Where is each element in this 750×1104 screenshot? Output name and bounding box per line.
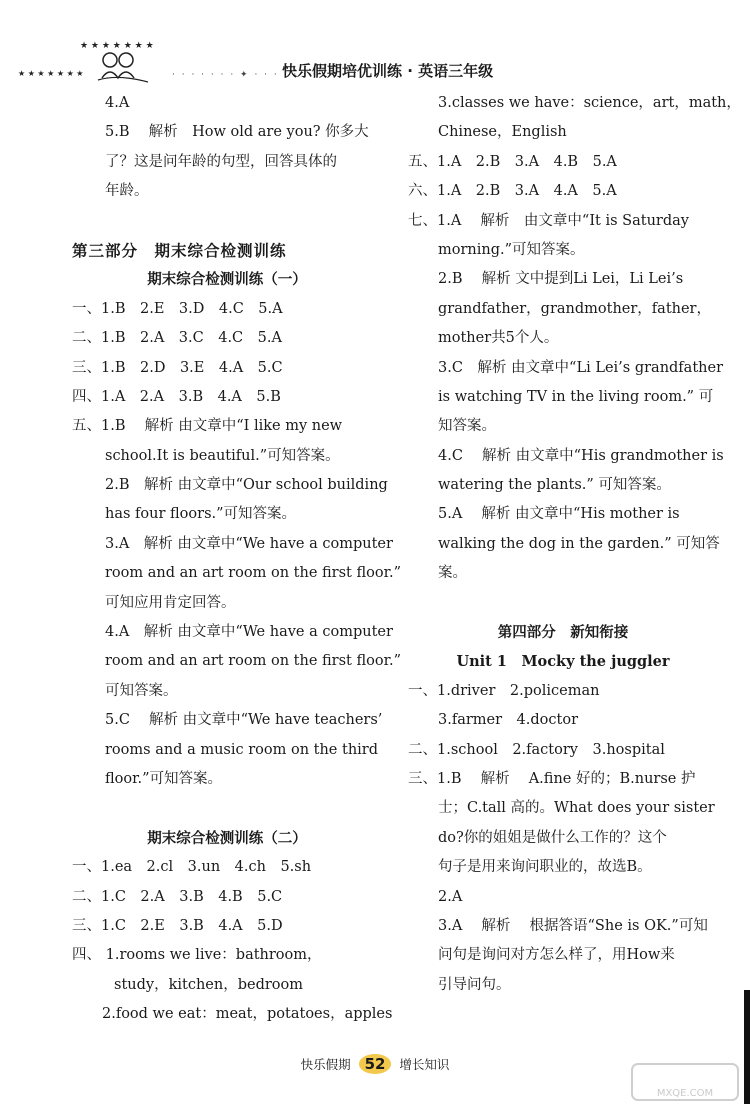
answer-line: 4.A <box>105 95 130 111</box>
answer-line: 二、1.C 2.A 3.B 4.B 5.C <box>72 888 283 905</box>
answer-line: 句子是用来询问职业的，故选B。 <box>438 859 652 876</box>
answer-line: 2.A <box>438 888 463 905</box>
answer-line: do?你的姐姐是做什么工作的？这个 <box>438 829 667 846</box>
answer-line: 2.B 解析 由文章中“Our school building <box>105 477 388 494</box>
subsection-heading: 第四部分 新知衔接 <box>497 624 629 642</box>
right-column <box>408 89 741 1000</box>
answer-line: room and an art room on the first floor.” <box>105 565 401 582</box>
answer-line: 问句是询问对方怎么样了，用How来 <box>438 947 675 964</box>
answer-line: has four floors.”可知答案。 <box>105 506 297 523</box>
answer-line: Chinese，English <box>438 124 567 141</box>
answer-line: 士；C.tall 高的。What does your sister <box>438 800 715 817</box>
header-dotted-rule: · · · · · · · ✦ · · · · · · · <box>172 70 318 80</box>
header-decoration <box>18 28 168 88</box>
answer-line: 2.food we eat：meat，potatoes，apples <box>102 1006 393 1023</box>
answer-line: 一、1.driver 2.policeman <box>408 682 600 699</box>
answer-line: 二、1.B 2.A 3.C 4.C 5.A <box>72 330 282 347</box>
answer-line: 5.A 解析 由文章中“His mother is <box>438 506 680 523</box>
footer-left-text: 快乐假期 <box>300 1057 351 1072</box>
answer-line: grandfather，grandmother，father， <box>438 300 711 317</box>
svg-text:★ ★ ★ ★ ★ ★ ★: ★ ★ ★ ★ ★ ★ ★ <box>80 41 154 51</box>
page-edge-shadow <box>744 990 750 1104</box>
answer-line: 年龄。 <box>105 183 149 200</box>
answer-line: 三、1.C 2.E 3.B 4.A 5.D <box>72 917 283 934</box>
answer-line: 案。 <box>438 565 467 582</box>
page-number: 52 <box>359 1054 392 1074</box>
answer-line: 5.C 解析 由文章中“We have teachers’ <box>105 712 383 729</box>
answer-line: mother共5个人。 <box>438 330 559 347</box>
section-heading: 第三部分 期末综合检测训练 <box>72 240 287 260</box>
answer-line: 5.B 解析 How old are you? 你多大 <box>105 124 369 141</box>
answer-line: 可知答案。 <box>105 682 178 699</box>
answer-line: 4.A 解析 由文章中“We have a computer <box>105 624 393 641</box>
answer-line: 3.A 解析 由文章中“We have a computer <box>105 535 393 552</box>
svg-text:★ ★ ★ ★ ★ ★ ★: ★ ★ ★ ★ ★ ★ ★ <box>18 69 84 78</box>
spacer <box>72 794 382 823</box>
answer-line: walking the dog in the garden.” 可知答 <box>438 535 720 552</box>
answer-line: 七、1.A 解析 由文章中“It is Saturday <box>408 212 689 229</box>
answer-line: 三、1.B 解析 A.fine 好的；B.nurse 护 <box>408 770 696 787</box>
answer-line: 四、1.A 2.A 3.B 4.A 5.B <box>72 388 281 405</box>
answer-line: 知答案。 <box>438 418 496 435</box>
answer-line: 2.B 解析 文中提到Li Lei，Li Lei’s <box>438 271 684 288</box>
answer-line: 一、1.ea 2.cl 3.un 4.ch 5.sh <box>72 859 312 876</box>
watermark-logo <box>630 1062 740 1102</box>
answer-line: 可知应用肯定回答。 <box>105 594 236 611</box>
answer-line: is watching TV in the living room.” 可 <box>438 388 714 405</box>
subsection-heading: 期末综合检测训练（一） <box>147 271 307 289</box>
answer-line: school.It is beautiful.”可知答案。 <box>105 447 340 464</box>
answer-line: 一、1.B 2.E 3.D 4.C 5.A <box>72 300 283 317</box>
subsection-heading: Unit 1 Mocky the juggler <box>456 653 670 671</box>
answer-line: 3.A 解析 根据答语“She is OK.”可知 <box>438 917 708 934</box>
footer-right-text: 增长知识 <box>399 1057 450 1072</box>
answer-line: 引导问句。 <box>438 976 511 993</box>
answer-line: 四、 1.rooms we live：bathroom， <box>72 947 322 964</box>
answer-line: morning.”可知答案。 <box>438 241 585 258</box>
answer-line: watering the plants.” 可知答案。 <box>438 477 671 494</box>
spacer <box>72 207 382 236</box>
watermark-text: MXQE.COM <box>656 1088 714 1099</box>
answer-line: 3.C 解析 由文章中“Li Lei’s grandfather <box>438 359 724 376</box>
answer-line: 了？这是问年龄的句型，回答具体的 <box>105 153 337 170</box>
subsection-heading: 期末综合检测训练（二） <box>147 829 307 847</box>
left-column <box>72 89 401 1030</box>
answer-line: 五、1.A 2.B 3.A 4.B 5.A <box>408 153 617 170</box>
spacer <box>408 589 718 618</box>
answer-line: 3.farmer 4.doctor <box>438 712 578 729</box>
answer-line: 三、1.B 2.D 3.E 4.A 5.C <box>72 359 283 376</box>
answer-line: floor.”可知答案。 <box>105 770 222 787</box>
answer-line: 3.classes we have：science，art，math， <box>438 95 741 111</box>
answer-line: room and an art room on the first floor.” <box>105 653 401 670</box>
answer-line: 五、1.B 解析 由文章中“I like my new <box>72 418 343 435</box>
answer-line: rooms and a music room on the third <box>105 741 379 758</box>
answer-line: 六、1.A 2.B 3.A 4.A 5.A <box>408 183 617 200</box>
answer-line: 二、1.school 2.factory 3.hospital <box>408 741 665 758</box>
answer-line: 4.C 解析 由文章中“His grandmother is <box>438 447 724 464</box>
header-title: 快乐假期培优训练 · 英语三年级 <box>282 62 494 80</box>
answer-line: study，kitchen，bedroom <box>114 976 303 993</box>
stars-children-icon <box>18 28 168 88</box>
